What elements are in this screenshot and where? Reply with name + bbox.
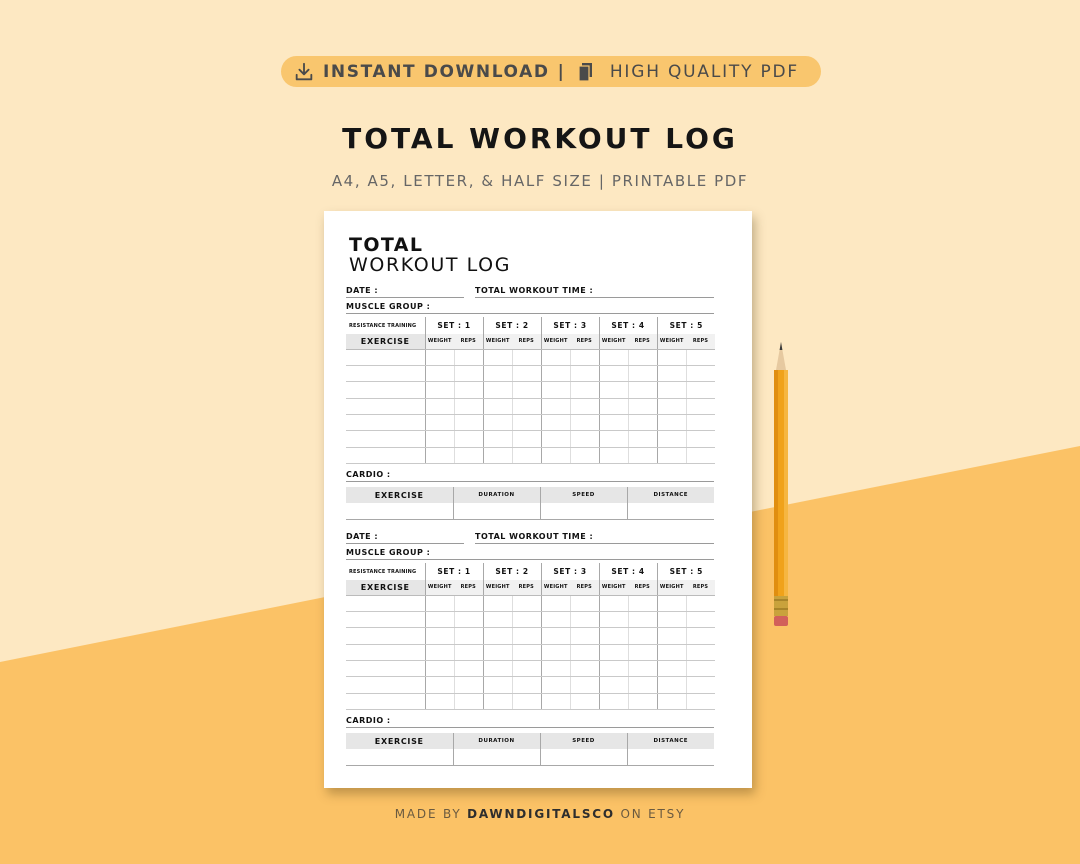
cardio-line (346, 727, 714, 728)
download-icon (293, 61, 315, 83)
weight-header: WEIGHT (599, 580, 628, 595)
reps-header: REPS (686, 580, 715, 595)
weight-header: WEIGHT (425, 580, 454, 595)
total-time-line (475, 297, 714, 298)
footer-suffix: ON ETSY (620, 807, 686, 821)
distance-header: DISTANCE (627, 487, 714, 503)
weight-header: WEIGHT (657, 334, 686, 349)
table-row (346, 398, 715, 414)
weight-header: WEIGHT (483, 580, 512, 595)
set-header: SET : 1 (425, 563, 483, 580)
total-time-line (475, 543, 714, 544)
cardio-table (346, 487, 714, 520)
footer-credit (0, 807, 1080, 821)
sheet-title-line1: TOTAL (349, 234, 424, 256)
banner-separator: | (557, 61, 564, 82)
table-row (346, 644, 715, 660)
reps-header: REPS (512, 334, 541, 349)
set-header: SET : 2 (483, 317, 541, 334)
reps-header: REPS (454, 334, 483, 349)
date-line (346, 543, 464, 544)
table-row (346, 431, 715, 447)
reps-header: REPS (686, 334, 715, 349)
set-header: SET : 3 (541, 317, 599, 334)
table-row (346, 447, 715, 463)
reps-header: REPS (454, 580, 483, 595)
set-header: SET : 3 (541, 563, 599, 580)
cardio-label: CARDIO : (346, 716, 391, 725)
set-header: SET : 5 (657, 563, 715, 580)
date-label: DATE : (346, 286, 379, 295)
date-line (346, 297, 464, 298)
speed-header: SPEED (540, 733, 627, 749)
table-row (346, 382, 715, 398)
weight-header: WEIGHT (657, 580, 686, 595)
weight-header: WEIGHT (483, 334, 512, 349)
set-header: SET : 4 (599, 317, 657, 334)
muscle-group-line (346, 313, 714, 314)
set-header: SET : 5 (657, 317, 715, 334)
reps-header: REPS (628, 334, 657, 349)
set-header: SET : 4 (599, 563, 657, 580)
workout-log-sheet (324, 211, 752, 788)
resistance-table (346, 563, 715, 710)
weight-header: WEIGHT (541, 334, 570, 349)
pencil-image (770, 340, 792, 628)
resistance-table (346, 317, 715, 464)
resistance-training-label: RESISTANCE TRAINING (349, 568, 417, 575)
speed-header: SPEED (540, 487, 627, 503)
exercise-header: EXERCISE (346, 334, 425, 349)
table-row (346, 693, 715, 709)
table-row (346, 611, 715, 627)
table-row (346, 677, 715, 693)
weight-header: WEIGHT (599, 334, 628, 349)
muscle-group-label: MUSCLE GROUP : (346, 302, 431, 311)
reps-header: REPS (570, 580, 599, 595)
exercise-header: EXERCISE (346, 733, 453, 749)
cardio-line (346, 481, 714, 482)
table-row (346, 628, 715, 644)
reps-header: REPS (512, 580, 541, 595)
table-row (346, 349, 715, 365)
download-banner (281, 56, 821, 87)
total-time-label: TOTAL WORKOUT TIME : (475, 532, 594, 541)
date-label: DATE : (346, 532, 379, 541)
exercise-header: EXERCISE (346, 487, 453, 503)
table-row (346, 661, 715, 677)
product-title: TOTAL WORKOUT LOG (342, 122, 738, 155)
distance-header: DISTANCE (627, 733, 714, 749)
exercise-header: EXERCISE (346, 580, 425, 595)
product-subtitle: A4, A5, LETTER, & HALF SIZE | PRINTABLE PDF (331, 172, 749, 190)
duration-header: DURATION (453, 487, 540, 503)
resistance-training-label: RESISTANCE TRAINING (349, 322, 417, 329)
sheet-title-line2: WORKOUT LOG (349, 254, 512, 276)
reps-header: REPS (628, 580, 657, 595)
weight-header: WEIGHT (541, 580, 570, 595)
shop-name: DAWNDIGITALSCO (467, 807, 615, 821)
table-row (346, 749, 714, 765)
high-quality-label: HIGH QUALITY PDF (609, 61, 800, 82)
muscle-group-line (346, 559, 714, 560)
set-header: SET : 2 (483, 563, 541, 580)
instant-download-label: INSTANT DOWNLOAD (323, 61, 550, 82)
duration-header: DURATION (453, 733, 540, 749)
weight-header: WEIGHT (425, 334, 454, 349)
document-icon (578, 62, 594, 82)
muscle-group-label: MUSCLE GROUP : (346, 548, 431, 557)
table-row (346, 365, 715, 381)
table-row (346, 503, 714, 519)
cardio-table (346, 733, 714, 766)
set-header: SET : 1 (425, 317, 483, 334)
table-row (346, 415, 715, 431)
reps-header: REPS (570, 334, 599, 349)
table-row (346, 595, 715, 611)
cardio-label: CARDIO : (346, 470, 391, 479)
footer-prefix: MADE BY (394, 807, 462, 821)
total-time-label: TOTAL WORKOUT TIME : (475, 286, 594, 295)
